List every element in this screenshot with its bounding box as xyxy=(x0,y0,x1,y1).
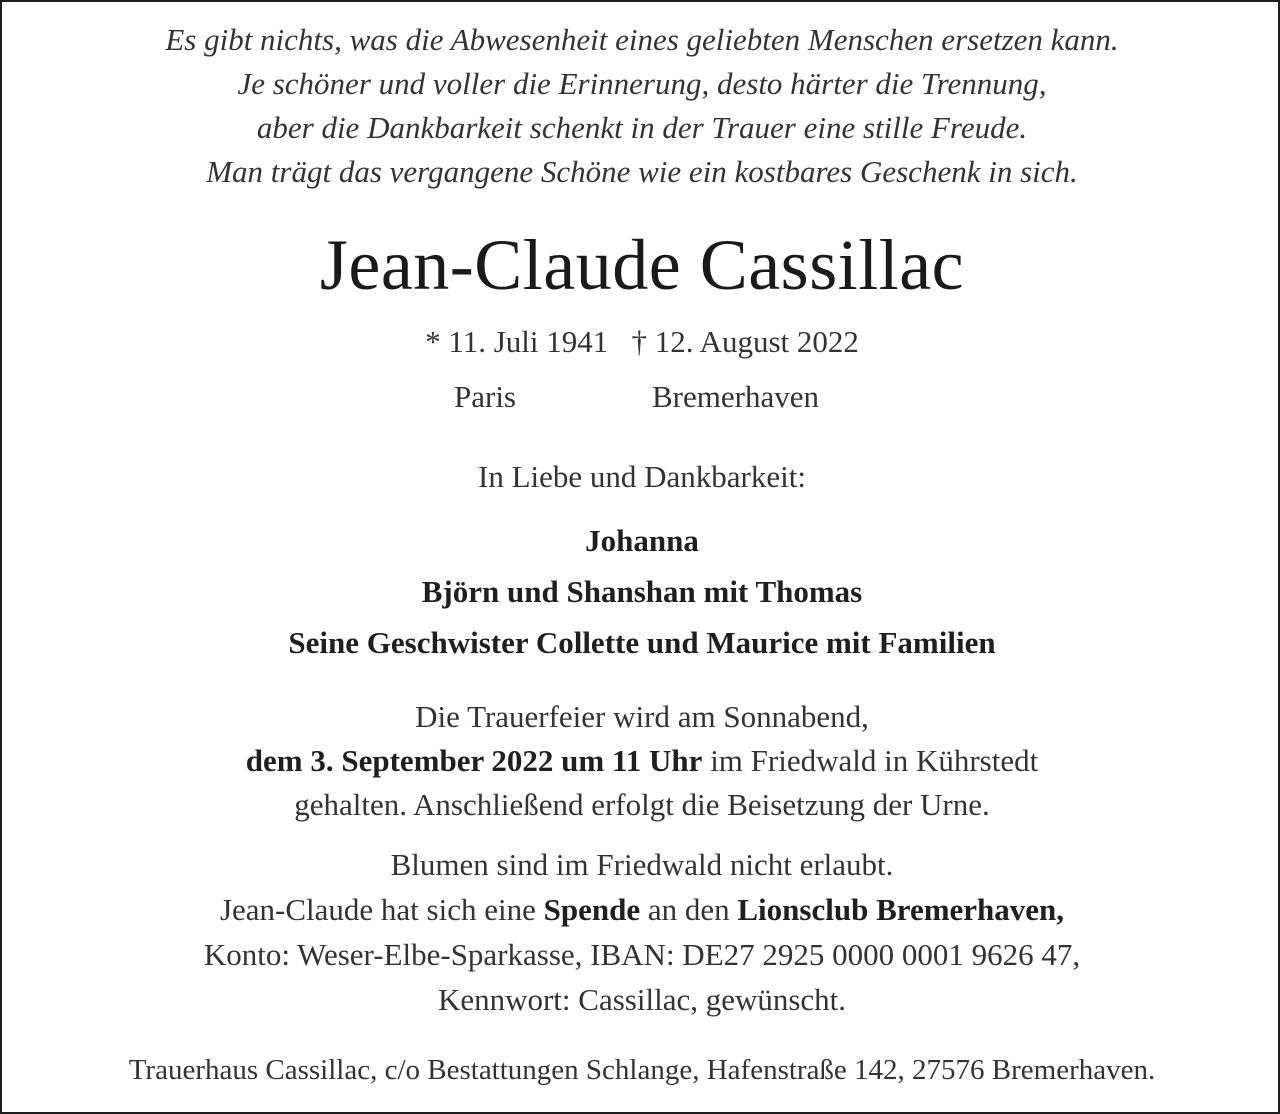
donation-keyword-line: Kennwort: Cassillac, gewünscht. xyxy=(437,982,847,1017)
intro-line: In Liebe und Dankbarkeit: xyxy=(478,459,806,494)
ceremony-line-2 xyxy=(2,743,1280,779)
donation-recipient: Lionsclub Bremerhaven, xyxy=(737,892,1065,927)
donation-line-2 xyxy=(2,892,1280,928)
donation-account: Konto: Weser-Elbe-Sparkasse, IBAN: DE27 2925 0000 0001 9626 47, xyxy=(203,937,1081,972)
mourner-line-2: Björn und Shanshan mit Thomas xyxy=(421,574,863,609)
ceremony-location: im Friedwald in Kührstedt xyxy=(702,743,1039,778)
death-place: Bremerhaven xyxy=(652,379,819,414)
ceremony-date: dem 3. September 2022 um 11 Uhr xyxy=(245,743,703,778)
footer-address: Trauerhaus Cassillac, c/o Bestattungen Schlange, Hafenstraße 142, 27576 Bremerhaven. xyxy=(128,1054,1156,1086)
deceased-name: Jean-Claude Cassillac xyxy=(319,225,965,305)
donation-line-1: Blumen sind im Friedwald nicht erlaubt. xyxy=(390,847,894,882)
ceremony-line-3: gehalten. Anschließend erfolgt die Beisetzung der Urne. xyxy=(294,787,990,822)
quote-line-3: aber die Dankbarkeit schenkt in der Trauer eine stille Freude. xyxy=(256,110,1028,145)
birth-place: Paris xyxy=(454,379,516,414)
quote-line-1: Es gibt nichts, was die Abwesenheit eines geliebten Menschen ersetzen kann. xyxy=(165,22,1119,57)
mourner-line-3: Seine Geschwister Collette und Maurice mit Familien xyxy=(288,625,996,660)
mourner-line-1: Johanna xyxy=(585,523,699,558)
ceremony-line-1: Die Trauerfeier wird am Sonnabend, xyxy=(415,699,869,734)
quote-line-4: Man trägt das vergangene Schöne wie ein kostbares Geschenk in sich. xyxy=(206,154,1078,189)
donation-text-c: an den xyxy=(640,892,738,927)
life-dates: * 11. Juli 1941 † 12. August 2022 xyxy=(425,324,859,359)
quote-line-2: Je schöner und voller die Erinnerung, desto härter die Trennung, xyxy=(237,66,1047,101)
donation-text-a: Jean-Claude hat sich eine xyxy=(219,892,544,927)
donation-keyword: Spende xyxy=(543,892,641,927)
